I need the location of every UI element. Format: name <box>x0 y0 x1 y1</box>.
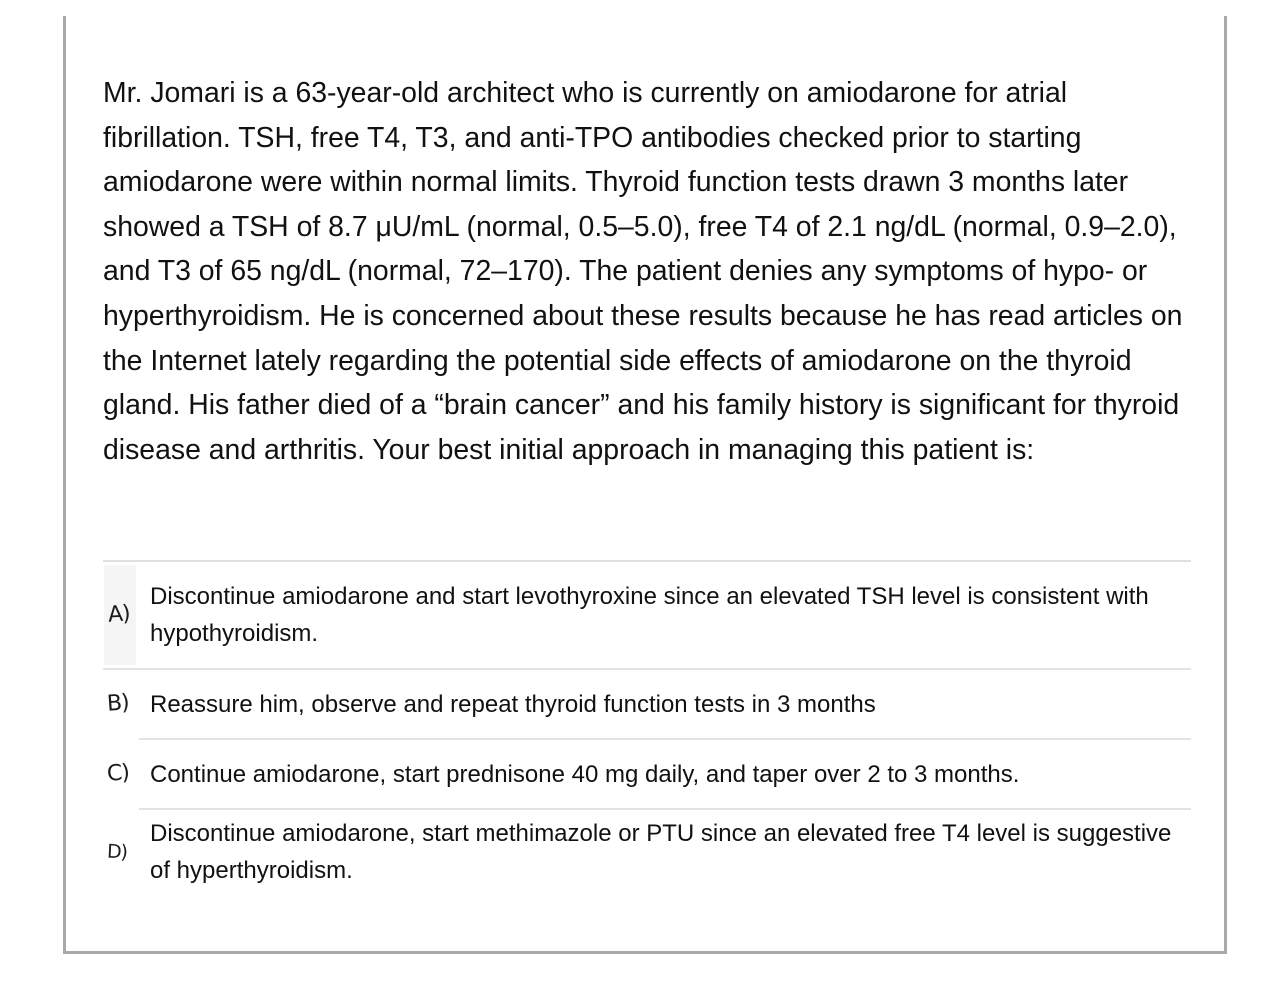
option-letter-a: A) <box>107 601 131 628</box>
option-d-text: Discontinue amiodarone, start methimazole or PTU since an elevated free T4 level is suggestive of hyperthyroidism. <box>150 820 1172 884</box>
option-b-text: Reassure him, observe and repeat thyroid function tests in 3 months <box>150 690 876 718</box>
option-letter-c: C) <box>106 760 130 787</box>
option-a[interactable] <box>103 560 1191 668</box>
option-letter-b: B) <box>106 690 130 717</box>
option-d[interactable] <box>103 808 1191 894</box>
option-letter-d: D) <box>106 840 128 864</box>
option-c-text: Continue amiodarone, start prednisone 40 mg daily, and taper over 2 to 3 months. <box>150 760 1020 788</box>
question-text: Mr. Jomari is a 63-year-old architect who is currently on amiodarone for atrial fibrillation. TSH, free T4, T3, and anti-TPO antibodies checked prior to starting amiodarone were within normal limits. Thyroid function tests drawn 3 months later showed a TSH of 8.7 μU/mL (normal, 0.5–5.0), free T4 of 2.1 ng/dL (normal, 0.9–2.0), and T3 of 65 ng/dL (normal, 72–170). The patient denies any symptoms of hypo- or hyperthyroidism. He is concerned about these results because he has read articles on the Internet lately regarding the potential side effects of amiodarone on the thyroid gland. His father died of a “brain cancer” and his family history is significant for thyroid disease and arthritis. Your best initial approach in managing this patient is: <box>103 77 1183 466</box>
answer-options <box>103 560 1191 894</box>
option-letter-strip <box>104 565 136 665</box>
option-c[interactable] <box>103 738 1191 808</box>
option-b[interactable] <box>103 668 1191 738</box>
option-a-text: Discontinue amiodarone and start levothyroxine since an elevated TSH level is consistent with hypothyroidism. <box>150 583 1149 647</box>
question-card <box>63 16 1227 954</box>
